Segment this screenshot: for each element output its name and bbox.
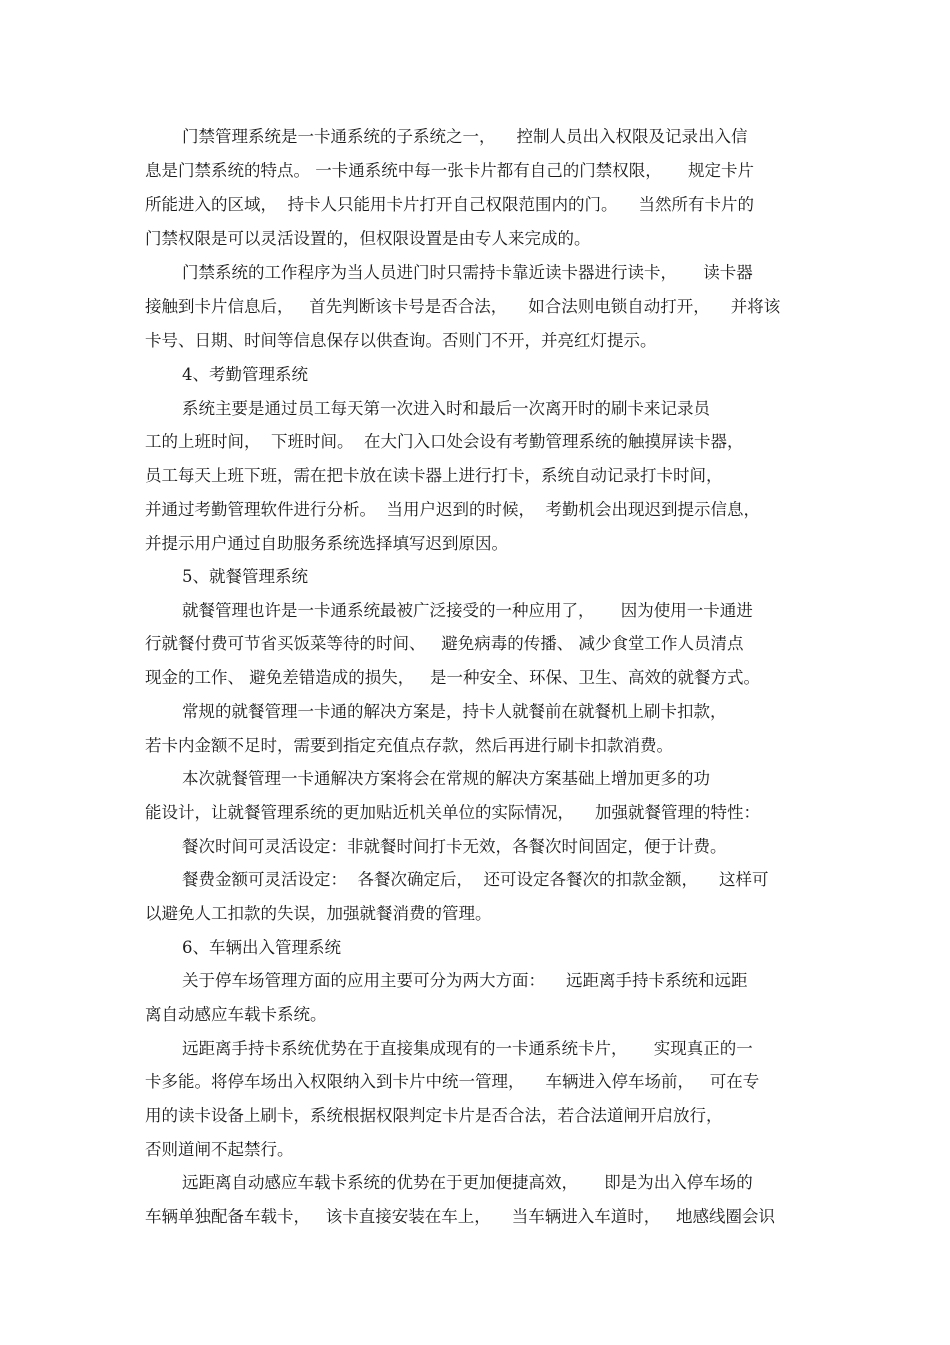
paragraph-line: 卡多能。将停车场出入权限纳入到卡片中统一管理， 车辆进入停车场前， 可在专: [145, 1072, 760, 1091]
paragraph-line: 以避免人工扣款的失误，加强就餐消费的管理。: [145, 904, 492, 923]
paragraph-line: 并通过考勤管理软件进行分析。 当用户迟到的时候， 考勤机会出现迟到提示信息，: [145, 500, 760, 519]
paragraph-line: 远距离手持卡系统优势在于直接集成现有的一卡通系统卡片， 实现真正的一: [182, 1039, 753, 1058]
paragraph-line: 能设计，让就餐管理系统的更加贴近机关单位的实际情况， 加强就餐管理的特性：: [145, 803, 760, 822]
paragraph-line: 门禁系统的工作程序为当人员进门时只需持卡靠近读卡器进行读卡， 读卡器: [182, 263, 753, 282]
paragraph-line: 用的读卡设备上刷卡，系统根据权限判定卡片是否合法，若合法道闸开启放行，: [145, 1106, 723, 1125]
paragraph-line: 息是门禁系统的特点。 一卡通系统中每一张卡片都有自己的门禁权限， 规定卡片: [145, 161, 754, 180]
paragraph-line: 所能进入的区域， 持卡人只能用卡片打开自己权限范围内的门。 当然所有卡片的: [145, 195, 754, 214]
paragraph-line: 离自动感应车载卡系统。: [145, 1005, 327, 1024]
paragraph-line: 员工每天上班下班，需在把卡放在读卡器上进行打卡，系统自动记录打卡时间，: [145, 466, 723, 485]
paragraph-line: 常规的就餐管理一卡通的解决方案是，持卡人就餐前在就餐机上刷卡扣款，: [182, 702, 727, 721]
paragraph-line: 接触到卡片信息后， 首先判断该卡号是否合法， 如合法则电锁自动打开， 并将该: [145, 297, 781, 316]
section-heading: 6、车辆出入管理系统: [182, 938, 341, 957]
section-heading: 5、就餐管理系统: [182, 567, 308, 586]
paragraph-line: 并提示用户通过自助服务系统选择填写迟到原因。: [145, 534, 508, 553]
paragraph-line: 车辆单独配备车载卡， 该卡直接安装在车上， 当车辆进入车道时， 地感线圈会识: [145, 1207, 775, 1226]
paragraph-line: 现金的工作、 避免差错造成的损失， 是一种安全、环保、卫生、高效的就餐方式。: [145, 668, 760, 687]
paragraph-line: 否则道闸不起禁行。: [145, 1140, 294, 1159]
paragraph-line: 餐费金额可灵活设定： 各餐次确定后， 还可设定各餐次的扣款金额， 这样可: [182, 870, 769, 889]
paragraph-line: 工的上班时间， 下班时间。 在大门入口处会设有考勤管理系统的触摸屏读卡器，: [145, 432, 744, 451]
paragraph-line: 行就餐付费可节省买饭菜等待的时间、 避免病毒的传播、 减少食堂工作人员清点: [145, 634, 744, 653]
paragraph-line: 餐次时间可灵活设定：非就餐时间打卡无效，各餐次时间固定，便于计费。: [182, 837, 727, 856]
paragraph-line: 远距离自动感应车载卡系统的优势在于更加便捷高效， 即是为出入停车场的: [182, 1173, 753, 1192]
paragraph-line: 门禁权限是可以灵活设置的，但权限设置是由专人来完成的。: [145, 229, 591, 248]
paragraph-line: 就餐管理也许是一卡通系统最被广泛接受的一种应用了， 因为使用一卡通进: [182, 601, 753, 620]
paragraph-line: 本次就餐管理一卡通解决方案将会在常规的解决方案基础上增加更多的功: [182, 769, 710, 788]
paragraph-line: 系统主要是通过员工每天第一次进入时和最后一次离开时的刷卡来记录员: [182, 399, 710, 418]
paragraph-line: 若卡内金额不足时，需要到指定充值点存款，然后再进行刷卡扣款消费。: [145, 736, 673, 755]
paragraph-line: 门禁管理系统是一卡通系统的子系统之一， 控制人员出入权限及记录出入信: [182, 127, 748, 146]
paragraph-line: 卡号、日期、时间等信息保存以供查询。否则门不开，并亮红灯提示。: [145, 331, 657, 350]
paragraph-line: 关于停车场管理方面的应用主要可分为两大方面： 远距离手持卡系统和远距: [182, 971, 748, 990]
section-heading: 4、考勤管理系统: [182, 365, 308, 384]
